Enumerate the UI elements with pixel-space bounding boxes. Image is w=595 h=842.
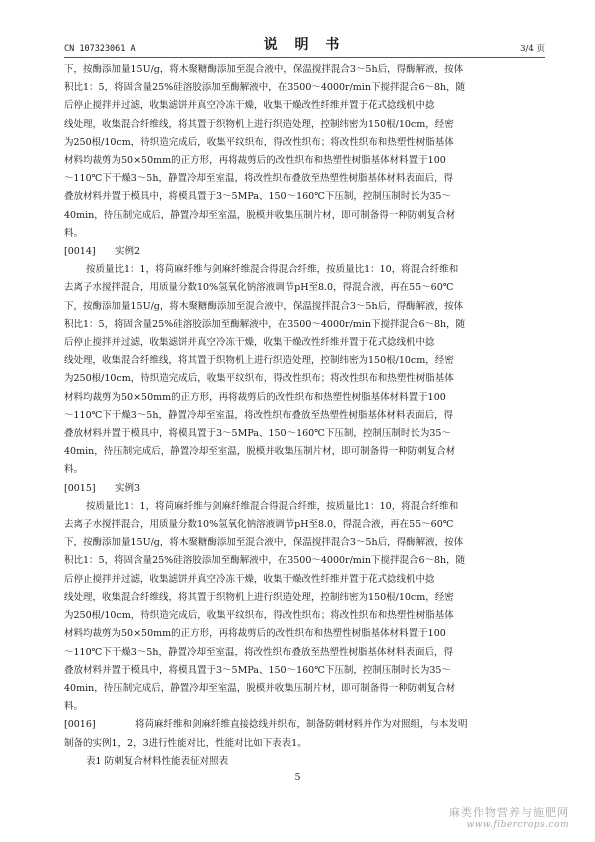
text-line: 下，按酶添加量15U/g，将木聚糖酶添加至混合液中，保温搅拌混合3～5h后，得酶解液，按体 [64,300,464,312]
text-line: 料。 [64,464,84,476]
example-title: 实例2 [115,246,141,258]
text-line: 下，按酶添加量15U/g，将木聚糖酶添加至混合液中，保温搅拌混合3～5h后，得酶解液，按体 [64,537,464,549]
paragraph-continuation [64,61,545,243]
text-line: 按质量比1：1，将苘麻纤维与剑麻纤维混合得混合纤维，按质量比1：10，将混合纤维和 [86,500,459,512]
text-line: 线处理，收集混合纤维线，将其置于织物机上进行织造处理，控制纬密为150根/10cm，经密 [64,118,454,130]
text-line: 材料均裁剪为50×50mm的正方形，再将裁剪后的改性织布和热塑性树脂基体材料置于100 [64,391,446,403]
paragraph-tag: [0015] [64,482,96,494]
text-line: 为250根/10cm，待织造完成后，收集平纹织布，得改性织布；将改性织布和热塑性树脂基体 [64,610,454,622]
table-caption: 表1 防刺复合材料性能表征对照表 [86,755,229,767]
example2-heading [64,243,545,261]
text-line: 制备的实例1，2，3进行性能对比，性能对比如下表表1。 [64,737,307,749]
text-line: 40min，待压制完成后，静置冷却至室温，脱模并收集压制片材，即可制备得一种防刺复合材 [64,446,456,458]
text-line: 按质量比1：1，将苘麻纤维与剑麻纤维混合得混合纤维，按质量比1：10，将混合纤维和 [86,264,459,276]
text-line: ～110℃下干燥3～5h，静置冷却至室温，将改性织布叠放至热塑性树脂基体材料表面后，得 [64,409,453,421]
watermark [449,804,569,830]
text-line: 叠放材料并置于模具中，将模具置于3～5MPa、150～160℃下压制，控制压制时长为35～ [64,428,451,440]
example3-paragraph [64,498,545,716]
text-line: 叠放材料并置于模具中，将模具置于3～5MPa、150～160℃下压制，控制压制时长为35～ [64,191,451,203]
example2-paragraph [64,261,545,479]
text-line: ～110℃下干燥3～5h，静置冷却至室温，将改性织布叠放至热塑性树脂基体材料表面后，得 [64,173,453,185]
paragraph-0016-first-line [64,716,545,734]
text-line: 去离子水搅拌混合，用质量分数10%氢氧化钠溶液调节pH至8.0，得混合液，再在55～60℃ [64,282,454,294]
paragraph-tag: [0014] [64,246,96,258]
text-line: 料。 [64,701,84,713]
text-line: 材料均裁剪为50×50mm的正方形，再将裁剪后的改性织布和热塑性树脂基体材料置于100 [64,155,446,167]
watermark-site-name: 麻类作物营养与施肥网 [449,806,569,819]
text-line: 料。 [64,227,84,239]
watermark-url: www.fibercrops.com [466,820,569,830]
example-title: 实例3 [115,482,141,494]
text-line: 线处理，收集混合纤维线，将其置于织物机上进行织造处理，控制纬密为150根/10cm，经密 [64,355,454,367]
text-line: 材料均裁剪为50×50mm的正方形，再将裁剪后的改性织布和热塑性树脂基体材料置于100 [64,628,446,640]
document-title: 说 明 书 [263,37,346,53]
text-line: 40min，待压制完成后，静置冷却至室温，脱模并收集压制片材，即可制备得一种防刺复合材 [64,682,456,694]
text-line: 积比1：5，将固含量25%硅溶胶添加至酶解液中，在3500～4000r/min下搅拌混合6～8h，随 [64,555,466,567]
text-line: 叠放材料并置于模具中，将模具置于3～5MPa、150～160℃下压制，控制压制时长为35～ [64,664,451,676]
paragraph-tag: [0016] [64,719,96,731]
text-line: ～110℃下干燥3～5h，静置冷却至室温，将改性织布叠放至热塑性树脂基体材料表面后，得 [64,646,453,658]
text-line: 积比1：5，将固含量25%硅溶胶添加至酶解液中，在3500～4000r/min下搅拌混合6～8h，随 [64,82,466,94]
page-number: 5 [294,772,301,783]
example3-heading [64,480,545,498]
text-line: 后停止搅拌并过滤，收集滤饼并真空冷冻干燥，收集干燥改性纤维并置于花式捻线机中捻 [64,573,435,585]
text-line: 为250根/10cm，待织造完成后，收集平纹织布，得改性织布；将改性织布和热塑性树脂基体 [64,136,454,148]
text-line: 去离子水搅拌混合，用质量分数10%氢氧化钠溶液调节pH至8.0，得混合液，再在55～60℃ [64,519,454,531]
paragraph-0016 [64,716,545,752]
text-line: 将苘麻纤维和剑麻纤维直接捻线并织布，制备防刺材料并作为对照组，与本发明 [135,719,468,731]
page-header [64,34,545,58]
publication-number: CN 107323061 A [64,44,136,54]
document-body [64,61,545,771]
text-line: 40min，待压制完成后，静置冷却至室温，脱模并收集压制片材，即可制备得一种防刺复合材 [64,209,456,221]
page-indicator: 3/4 页 [520,44,545,54]
text-line: 为250根/10cm，待织造完成后，收集平纹织布，得改性织布；将改性织布和热塑性树脂基体 [64,373,454,385]
text-line: 积比1：5，将固含量25%硅溶胶添加至酶解液中，在3500～4000r/min下搅拌混合6～8h，随 [64,318,466,330]
text-line: 下，按酶添加量15U/g，将木聚糖酶添加至混合液中，保温搅拌混合3～5h后，得酶解液，按体 [64,64,464,75]
text-line: 线处理，收集混合纤维线，将其置于织物机上进行织造处理，控制纬密为150根/10cm，经密 [64,591,454,603]
text-line: 后停止搅拌并过滤，收集滤饼并真空冷冻干燥，收集干燥改性纤维并置于花式捻线机中捻 [64,337,435,349]
text-line: 后停止搅拌并过滤，收集滤饼并真空冷冻干燥，收集干燥改性纤维并置于花式捻线机中捻 [64,100,435,112]
